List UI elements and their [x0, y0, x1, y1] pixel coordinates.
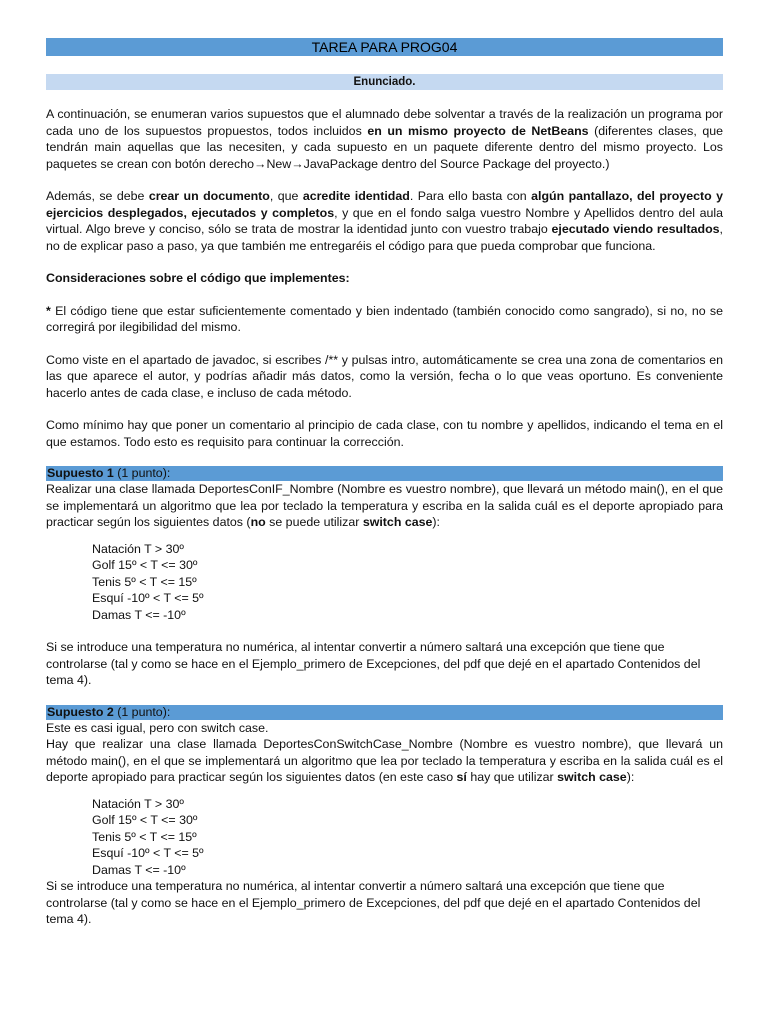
bullet-star: *	[46, 303, 51, 318]
supuesto-2-line-1: Este es casi igual, pero con switch case.	[46, 720, 269, 735]
section-subtitle: Enunciado.	[46, 74, 723, 90]
supuesto-2-exception: Si se introduce una temperatura no numérica, al intentar convertir a número saltará una excepción que tiene que controlarse (tal y como se hace en el Ejemplo_primero de Excepciones, del pdf que dejé en el apartado Contenidos del tema 4).	[46, 879, 701, 926]
list-item: Tenis 5º < T <= 15º	[92, 574, 197, 589]
arrow-icon: →	[254, 156, 267, 171]
document-page	[46, 38, 723, 944]
intro-paragraph-2: Además, se debe crear un documento, que acredite identidad. Para ello basta con algún pantallazo, del proyecto y ejercicios desplegados, ejecutados y completos, y que en el fondo salga vuestro Nombre y Apellidos dentro del aula virtual. Algo breve y conciso, sólo se trata de mostrar la identidad junto con vuestro trabajo ejecutado viendo resultados, no de explicar paso a paso, ya que también me entregaréis el código para que pueda comprobar que funciona.	[46, 189, 723, 253]
list-item: Golf 15º < T <= 30º	[92, 813, 198, 827]
list-item: Esquí -10º < T <= 5º	[92, 591, 204, 605]
document-title: TAREA PARA PROG04	[46, 38, 723, 56]
consideration-1: * El código tiene que estar suficientemente comentado y bien indentado (también conocido como sangrado), si no, no se corregirá por ilegibilidad del mismo.	[46, 303, 723, 334]
list-item: Esquí -10º < T <= 5º	[92, 846, 204, 860]
supuesto-2-header: Supuesto 2 (1 punto):	[46, 705, 723, 720]
list-item: Damas T <= -10º	[92, 862, 186, 877]
list-item: Natación T > 30º	[92, 541, 184, 556]
supuesto-2-list	[92, 796, 723, 879]
supuesto-2-description: Hay que realizar una clase llamada DeportesConSwitchCase_Nombre (Nombre es vuestro nombre), que llevará un método main(), en el que se implementará un algoritmo que lea por teclado la temperatura y escriba en la salida cuál es el deporte apropiado para practicar según los siguientes datos (en este caso sí hay que utilizar switch case):	[46, 737, 723, 784]
list-item: Damas T <= -10º	[92, 607, 186, 622]
list-item: Tenis 5º < T <= 15º	[92, 829, 197, 844]
supuesto-1-description: Realizar una clase llamada DeportesConIF_Nombre (Nombre es vuestro nombre), que llevará un método main(), en el que se implementará un algoritmo que lea por teclado la temperatura y escriba en la salida cuál es el deporte apropiado para practicar según los siguientes datos (no se puede utilizar switch case):	[46, 482, 723, 529]
considerations-heading: Consideraciones sobre el código que implementes:	[46, 271, 350, 285]
list-item: Natación T > 30º	[92, 796, 184, 811]
consideration-3: Como mínimo hay que poner un comentario al principio de cada clase, con tu nombre y apellidos, indicando el tema en el que estamos. Todo esto es requisito para continuar la corrección.	[46, 418, 723, 449]
supuesto-1-exception: Si se introduce una temperatura no numérica, al intentar convertir a número saltará una excepción que tiene que controlarse (tal y como se hace en el Ejemplo_primero de Excepciones, del pdf que dejé en el apartado Contenidos del tema 4).	[46, 640, 701, 687]
supuesto-1-header: Supuesto 1 (1 punto):	[46, 466, 723, 481]
intro-paragraph-1: A continuación, se enumeran varios supuestos que el alumnado debe solventar a través de la realización un programa por cada uno de los supuestos propuestos, todos incluidos en un mismo proyecto de NetBeans (diferentes clases, que tendrán main aquellas que las necesiten, y cada supuesto en un paquete diferente dentro del mismo proyecto. Los paquetes se crean con botón derecho→New→JavaPackage dentro del Source Package del proyecto.)	[46, 107, 723, 171]
arrow-icon: →	[291, 156, 304, 171]
list-item: Golf 15º < T <= 30º	[92, 558, 198, 572]
consideration-2: Como viste en el apartado de javadoc, si escribes /** y pulsas intro, automáticamente se crea una zona de comentarios en las que aparece el autor, y podrías añadir más datos, como la versión, fecha o lo que veas oportuno. Es conveniente hacerlo antes de cada clase, e incluso de cada método.	[46, 352, 723, 400]
supuesto-1-list	[92, 541, 723, 624]
